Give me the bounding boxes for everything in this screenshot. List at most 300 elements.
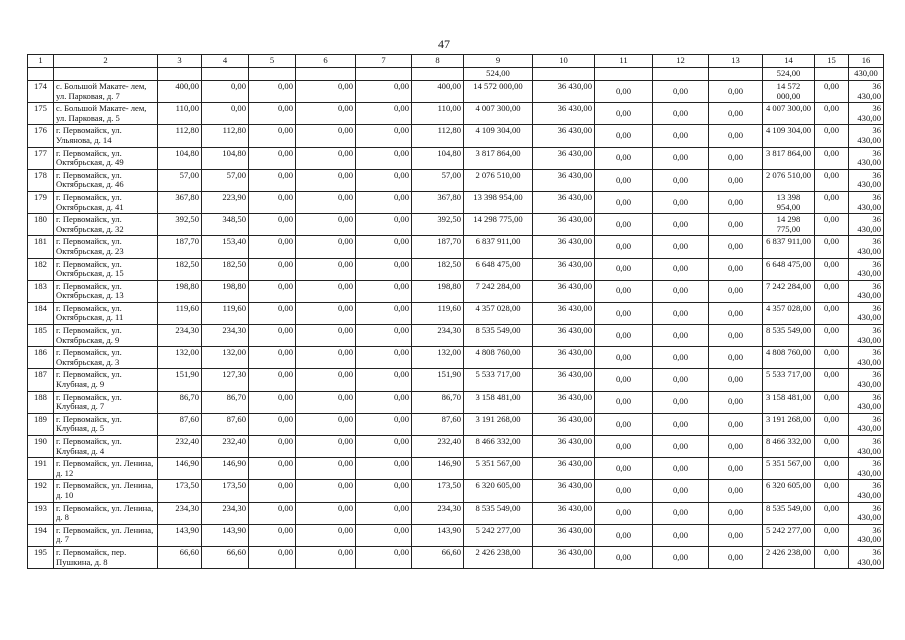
total-area-cell: 234,30 xyxy=(158,325,202,347)
value-cell: 0,00 xyxy=(356,502,412,524)
table-row xyxy=(28,502,884,524)
value-cell: 0,00 xyxy=(709,147,763,169)
table-row xyxy=(28,191,884,213)
table-row xyxy=(28,258,884,280)
value-cell: 0,00 xyxy=(595,280,653,302)
value-cell: 0,00 xyxy=(356,458,412,480)
value-cell: 0,00 xyxy=(249,480,296,502)
value-cell: 0,00 xyxy=(815,480,849,502)
cost-cell: 3 191 268,00 xyxy=(464,413,533,435)
value-cell: 0,00 xyxy=(356,325,412,347)
total-cost-cell: 4 808 760,00 xyxy=(763,347,815,369)
value-cell: 0,00 xyxy=(249,169,296,191)
value-cell: 0,00 xyxy=(296,325,356,347)
total-area-cell: 232,40 xyxy=(158,436,202,458)
value-cell: 0,00 xyxy=(296,258,356,280)
row-number-cell: 178 xyxy=(28,169,54,191)
total-cost-cell: 8 535 549,00 xyxy=(763,325,815,347)
rate-cell: 36 430,00 xyxy=(533,480,595,502)
row-number-cell: 194 xyxy=(28,524,54,546)
value-cell: 0,00 xyxy=(709,81,763,103)
value-cell: 0,00 xyxy=(249,502,296,524)
value-cell: 0,00 xyxy=(595,103,653,125)
value-cell: 0,00 xyxy=(249,524,296,546)
row-number-cell: 185 xyxy=(28,325,54,347)
value-cell: 0,00 xyxy=(296,214,356,236)
value-cell: 0,00 xyxy=(815,214,849,236)
cost-cell: 2 076 510,00 xyxy=(464,169,533,191)
total-area-cell: 110,00 xyxy=(158,103,202,125)
value-cell: 0,00 xyxy=(249,302,296,324)
living-area-cell: 0,00 xyxy=(202,81,249,103)
value-cell: 0,00 xyxy=(296,236,356,258)
table-row xyxy=(28,103,884,125)
value-cell: 0,00 xyxy=(356,103,412,125)
value-cell: 0,00 xyxy=(709,524,763,546)
total-area-cell: 151,90 xyxy=(158,369,202,391)
carry-over-row xyxy=(28,68,884,81)
value-cell: 0,00 xyxy=(249,369,296,391)
cost-cell: 4 808 760,00 xyxy=(464,347,533,369)
header-cell: 6 xyxy=(296,55,356,68)
address-cell: с. Большой Макате- лем, ул. Парковая, д. 7 xyxy=(54,81,158,103)
rate-cell: 36 430,00 xyxy=(533,81,595,103)
cost-cell: 4 007 300,00 xyxy=(464,103,533,125)
table-row xyxy=(28,325,884,347)
living-area-cell: 232,40 xyxy=(202,436,249,458)
cost-cell: 3 158 481,00 xyxy=(464,391,533,413)
table-row xyxy=(28,369,884,391)
living-area-cell: 104,80 xyxy=(202,147,249,169)
value-cell: 0,00 xyxy=(709,369,763,391)
carry-total-cell: 524,00 xyxy=(763,68,815,81)
cost-cell: 14 572 000,00 xyxy=(464,81,533,103)
rate-cell: 36 430,00 xyxy=(533,125,595,147)
value-cell: 0,00 xyxy=(249,191,296,213)
total-area-cell: 132,00 xyxy=(158,347,202,369)
value-cell: 0,00 xyxy=(709,191,763,213)
table-row xyxy=(28,236,884,258)
value-cell: 0,00 xyxy=(815,81,849,103)
rate-cell: 36 430,00 xyxy=(533,546,595,568)
value-cell: 0,00 xyxy=(709,236,763,258)
value-cell: 0,00 xyxy=(653,391,709,413)
value-cell: 0,00 xyxy=(815,546,849,568)
rate-cell: 36 430,00 xyxy=(533,236,595,258)
header-cell: 12 xyxy=(653,55,709,68)
total-area-cell: 86,70 xyxy=(158,391,202,413)
value-cell: 0,00 xyxy=(709,458,763,480)
value-cell: 0,00 xyxy=(595,413,653,435)
value-cell: 0,00 xyxy=(815,391,849,413)
value-cell: 0,00 xyxy=(249,347,296,369)
value-cell: 0,00 xyxy=(356,125,412,147)
value-cell: 0,00 xyxy=(356,546,412,568)
living-area-cell: 146,90 xyxy=(202,458,249,480)
value-cell: 0,00 xyxy=(595,436,653,458)
living-area-cell: 173,50 xyxy=(202,480,249,502)
value-cell: 0,00 xyxy=(356,347,412,369)
value-cell: 0,00 xyxy=(356,413,412,435)
area-cell: 112,80 xyxy=(412,125,464,147)
value-cell: 0,00 xyxy=(296,413,356,435)
rate-cell: 36 430,00 xyxy=(533,103,595,125)
limit-cell: 36 430,00 xyxy=(849,546,884,568)
row-number-cell: 177 xyxy=(28,147,54,169)
total-area-cell: 198,80 xyxy=(158,280,202,302)
limit-cell: 36 430,00 xyxy=(849,502,884,524)
value-cell: 0,00 xyxy=(356,524,412,546)
table-row xyxy=(28,347,884,369)
living-area-cell: 119,60 xyxy=(202,302,249,324)
value-cell: 0,00 xyxy=(296,524,356,546)
total-area-cell: 87,60 xyxy=(158,413,202,435)
value-cell: 0,00 xyxy=(249,214,296,236)
value-cell: 0,00 xyxy=(595,502,653,524)
living-area-cell: 112,80 xyxy=(202,125,249,147)
value-cell: 0,00 xyxy=(653,546,709,568)
limit-cell: 36 430,00 xyxy=(849,103,884,125)
cost-cell: 4 357 028,00 xyxy=(464,302,533,324)
value-cell: 0,00 xyxy=(595,81,653,103)
value-cell: 0,00 xyxy=(653,258,709,280)
row-number-cell: 184 xyxy=(28,302,54,324)
value-cell: 0,00 xyxy=(356,391,412,413)
value-cell: 0,00 xyxy=(709,125,763,147)
total-cost-cell: 5 351 567,00 xyxy=(763,458,815,480)
rate-cell: 36 430,00 xyxy=(533,369,595,391)
total-area-cell: 234,30 xyxy=(158,502,202,524)
total-area-cell: 392,50 xyxy=(158,214,202,236)
value-cell: 0,00 xyxy=(249,436,296,458)
total-area-cell: 146,90 xyxy=(158,458,202,480)
header-cell: 1 xyxy=(28,55,54,68)
value-cell: 0,00 xyxy=(356,191,412,213)
total-cost-cell: 14 572 000,00 xyxy=(763,81,815,103)
area-cell: 143,90 xyxy=(412,524,464,546)
value-cell: 0,00 xyxy=(296,458,356,480)
address-cell: г. Первомайск, пер. Пушкина, д. 8 xyxy=(54,546,158,568)
limit-cell: 36 430,00 xyxy=(849,236,884,258)
carry-cost-cell: 524,00 xyxy=(464,68,533,81)
value-cell: 0,00 xyxy=(595,524,653,546)
total-cost-cell: 8 466 332,00 xyxy=(763,436,815,458)
limit-cell: 36 430,00 xyxy=(849,369,884,391)
value-cell: 0,00 xyxy=(653,214,709,236)
value-cell: 0,00 xyxy=(356,280,412,302)
rate-cell: 36 430,00 xyxy=(533,258,595,280)
value-cell: 0,00 xyxy=(296,169,356,191)
limit-cell: 36 430,00 xyxy=(849,391,884,413)
living-area-cell: 127,30 xyxy=(202,369,249,391)
value-cell: 0,00 xyxy=(709,103,763,125)
value-cell: 0,00 xyxy=(815,325,849,347)
area-cell: 400,00 xyxy=(412,81,464,103)
area-cell: 367,80 xyxy=(412,191,464,213)
total-cost-cell: 14 298 775,00 xyxy=(763,214,815,236)
row-number-cell: 179 xyxy=(28,191,54,213)
value-cell: 0,00 xyxy=(815,236,849,258)
limit-cell: 36 430,00 xyxy=(849,347,884,369)
address-cell: г. Первомайск, ул. Октябрьская, д. 41 xyxy=(54,191,158,213)
total-area-cell: 400,00 xyxy=(158,81,202,103)
value-cell: 0,00 xyxy=(653,347,709,369)
total-area-cell: 182,50 xyxy=(158,258,202,280)
area-cell: 146,90 xyxy=(412,458,464,480)
limit-cell: 36 430,00 xyxy=(849,169,884,191)
total-area-cell: 104,80 xyxy=(158,147,202,169)
living-area-cell: 223,90 xyxy=(202,191,249,213)
cost-cell: 2 426 238,00 xyxy=(464,546,533,568)
living-area-cell: 66,60 xyxy=(202,546,249,568)
cost-cell: 14 298 775,00 xyxy=(464,214,533,236)
rate-cell: 36 430,00 xyxy=(533,169,595,191)
total-area-cell: 173,50 xyxy=(158,480,202,502)
row-number-cell: 181 xyxy=(28,236,54,258)
row-number-cell: 187 xyxy=(28,369,54,391)
value-cell: 0,00 xyxy=(249,413,296,435)
limit-cell: 36 430,00 xyxy=(849,214,884,236)
address-cell: г. Первомайск, ул. Ленина, д. 7 xyxy=(54,524,158,546)
value-cell: 0,00 xyxy=(249,103,296,125)
header-cell: 9 xyxy=(464,55,533,68)
table-row xyxy=(28,81,884,103)
value-cell: 0,00 xyxy=(815,458,849,480)
limit-cell: 36 430,00 xyxy=(849,325,884,347)
area-cell: 234,30 xyxy=(412,325,464,347)
table-row xyxy=(28,546,884,568)
rate-cell: 36 430,00 xyxy=(533,325,595,347)
limit-cell: 36 430,00 xyxy=(849,436,884,458)
value-cell: 0,00 xyxy=(709,258,763,280)
value-cell: 0,00 xyxy=(249,391,296,413)
value-cell: 0,00 xyxy=(595,391,653,413)
header-cell: 5 xyxy=(249,55,296,68)
value-cell: 0,00 xyxy=(356,258,412,280)
limit-cell: 36 430,00 xyxy=(849,480,884,502)
living-area-cell: 198,80 xyxy=(202,280,249,302)
cost-cell: 6 320 605,00 xyxy=(464,480,533,502)
living-area-cell: 57,00 xyxy=(202,169,249,191)
value-cell: 0,00 xyxy=(653,302,709,324)
value-cell: 0,00 xyxy=(296,81,356,103)
table-row xyxy=(28,169,884,191)
area-cell: 132,00 xyxy=(412,347,464,369)
total-cost-cell: 3 191 268,00 xyxy=(763,413,815,435)
address-cell: г. Первомайск, ул. Октябрьская, д. 46 xyxy=(54,169,158,191)
value-cell: 0,00 xyxy=(296,436,356,458)
rate-cell: 36 430,00 xyxy=(533,413,595,435)
value-cell: 0,00 xyxy=(815,436,849,458)
address-cell: г. Первомайск, ул. Октябрьская, д. 13 xyxy=(54,280,158,302)
value-cell: 0,00 xyxy=(249,147,296,169)
area-cell: 187,70 xyxy=(412,236,464,258)
value-cell: 0,00 xyxy=(356,302,412,324)
value-cell: 0,00 xyxy=(709,325,763,347)
header-cell: 8 xyxy=(412,55,464,68)
header-cell: 16 xyxy=(849,55,884,68)
cost-cell: 6 648 475,00 xyxy=(464,258,533,280)
total-area-cell: 112,80 xyxy=(158,125,202,147)
total-cost-cell: 7 242 284,00 xyxy=(763,280,815,302)
table-row xyxy=(28,280,884,302)
rate-cell: 36 430,00 xyxy=(533,391,595,413)
table-row xyxy=(28,391,884,413)
rate-cell: 36 430,00 xyxy=(533,191,595,213)
address-cell: г. Первомайск, ул. Октябрьская, д. 23 xyxy=(54,236,158,258)
address-cell: г. Первомайск, ул. Ульянова, д. 14 xyxy=(54,125,158,147)
total-area-cell: 57,00 xyxy=(158,169,202,191)
living-area-cell: 132,00 xyxy=(202,347,249,369)
total-cost-cell: 6 837 911,00 xyxy=(763,236,815,258)
value-cell: 0,00 xyxy=(356,147,412,169)
total-area-cell: 187,70 xyxy=(158,236,202,258)
value-cell: 0,00 xyxy=(595,369,653,391)
area-cell: 87,60 xyxy=(412,413,464,435)
value-cell: 0,00 xyxy=(249,325,296,347)
address-cell: г. Первомайск, ул. Клубная, д. 9 xyxy=(54,369,158,391)
address-cell: г. Первомайск, ул. Ленина, д. 10 xyxy=(54,480,158,502)
living-area-cell: 143,90 xyxy=(202,524,249,546)
living-area-cell: 182,50 xyxy=(202,258,249,280)
value-cell: 0,00 xyxy=(709,280,763,302)
value-cell: 0,00 xyxy=(595,169,653,191)
total-cost-cell: 2 426 238,00 xyxy=(763,546,815,568)
total-cost-cell: 2 076 510,00 xyxy=(763,169,815,191)
value-cell: 0,00 xyxy=(709,391,763,413)
address-cell: с. Большой Макате- лем, ул. Парковая, д. 5 xyxy=(54,103,158,125)
value-cell: 0,00 xyxy=(356,236,412,258)
total-cost-cell: 4 357 028,00 xyxy=(763,302,815,324)
value-cell: 0,00 xyxy=(653,125,709,147)
value-cell: 0,00 xyxy=(249,546,296,568)
value-cell: 0,00 xyxy=(296,125,356,147)
total-area-cell: 119,60 xyxy=(158,302,202,324)
address-cell: г. Первомайск, ул. Клубная, д. 5 xyxy=(54,413,158,435)
value-cell: 0,00 xyxy=(595,458,653,480)
address-cell: г. Первомайск, ул. Клубная, д. 4 xyxy=(54,436,158,458)
area-cell: 86,70 xyxy=(412,391,464,413)
limit-cell: 36 430,00 xyxy=(849,280,884,302)
total-cost-cell: 6 320 605,00 xyxy=(763,480,815,502)
value-cell: 0,00 xyxy=(815,413,849,435)
value-cell: 0,00 xyxy=(653,169,709,191)
cost-cell: 7 242 284,00 xyxy=(464,280,533,302)
value-cell: 0,00 xyxy=(653,325,709,347)
total-cost-cell: 5 533 717,00 xyxy=(763,369,815,391)
value-cell: 0,00 xyxy=(653,236,709,258)
header-cell: 2 xyxy=(54,55,158,68)
value-cell: 0,00 xyxy=(815,524,849,546)
total-area-cell: 367,80 xyxy=(158,191,202,213)
header-cell: 3 xyxy=(158,55,202,68)
value-cell: 0,00 xyxy=(815,280,849,302)
value-cell: 0,00 xyxy=(653,502,709,524)
living-area-cell: 86,70 xyxy=(202,391,249,413)
limit-cell: 36 430,00 xyxy=(849,458,884,480)
rate-cell: 36 430,00 xyxy=(533,347,595,369)
row-number-cell: 190 xyxy=(28,436,54,458)
area-cell: 234,30 xyxy=(412,502,464,524)
value-cell: 0,00 xyxy=(815,258,849,280)
limit-cell: 36 430,00 xyxy=(849,191,884,213)
value-cell: 0,00 xyxy=(595,546,653,568)
value-cell: 0,00 xyxy=(815,347,849,369)
cost-cell: 3 817 864,00 xyxy=(464,147,533,169)
value-cell: 0,00 xyxy=(296,103,356,125)
value-cell: 0,00 xyxy=(595,147,653,169)
value-cell: 0,00 xyxy=(356,480,412,502)
limit-cell: 36 430,00 xyxy=(849,413,884,435)
address-cell: г. Первомайск, ул. Октябрьская, д. 9 xyxy=(54,325,158,347)
total-area-cell: 66,60 xyxy=(158,546,202,568)
value-cell: 0,00 xyxy=(296,502,356,524)
rate-cell: 36 430,00 xyxy=(533,302,595,324)
row-number-cell: 188 xyxy=(28,391,54,413)
header-cell: 4 xyxy=(202,55,249,68)
value-cell: 0,00 xyxy=(249,280,296,302)
value-cell: 0,00 xyxy=(296,191,356,213)
area-cell: 232,40 xyxy=(412,436,464,458)
row-number-cell: 191 xyxy=(28,458,54,480)
value-cell: 0,00 xyxy=(709,480,763,502)
area-cell: 173,50 xyxy=(412,480,464,502)
cost-cell: 5 242 277,00 xyxy=(464,524,533,546)
table-row xyxy=(28,413,884,435)
address-cell: г. Первомайск, ул. Октябрьская, д. 3 xyxy=(54,347,158,369)
value-cell: 0,00 xyxy=(653,81,709,103)
value-cell: 0,00 xyxy=(709,502,763,524)
value-cell: 0,00 xyxy=(653,280,709,302)
total-cost-cell: 8 535 549,00 xyxy=(763,502,815,524)
area-cell: 182,50 xyxy=(412,258,464,280)
value-cell: 0,00 xyxy=(709,413,763,435)
value-cell: 0,00 xyxy=(709,347,763,369)
cost-cell: 5 533 717,00 xyxy=(464,369,533,391)
cost-cell: 8 535 549,00 xyxy=(464,502,533,524)
table-row xyxy=(28,458,884,480)
value-cell: 0,00 xyxy=(296,391,356,413)
row-number-cell: 186 xyxy=(28,347,54,369)
value-cell: 0,00 xyxy=(595,258,653,280)
living-area-cell: 234,30 xyxy=(202,502,249,524)
address-cell: г. Первомайск, ул. Клубная, д. 7 xyxy=(54,391,158,413)
value-cell: 0,00 xyxy=(296,546,356,568)
value-cell: 0,00 xyxy=(653,413,709,435)
total-cost-cell: 4 109 304,00 xyxy=(763,125,815,147)
value-cell: 0,00 xyxy=(296,480,356,502)
table-row xyxy=(28,436,884,458)
value-cell: 0,00 xyxy=(815,125,849,147)
value-cell: 0,00 xyxy=(595,302,653,324)
value-cell: 0,00 xyxy=(356,214,412,236)
address-cell: г. Первомайск, ул. Октябрьская, д. 32 xyxy=(54,214,158,236)
limit-cell: 36 430,00 xyxy=(849,81,884,103)
total-cost-cell: 13 398 954,00 xyxy=(763,191,815,213)
value-cell: 0,00 xyxy=(249,81,296,103)
value-cell: 0,00 xyxy=(653,191,709,213)
rate-cell: 36 430,00 xyxy=(533,524,595,546)
total-cost-cell: 6 648 475,00 xyxy=(763,258,815,280)
limit-cell: 36 430,00 xyxy=(849,302,884,324)
table-row xyxy=(28,147,884,169)
value-cell: 0,00 xyxy=(653,480,709,502)
value-cell: 0,00 xyxy=(815,191,849,213)
row-number-cell: 182 xyxy=(28,258,54,280)
row-number-cell: 189 xyxy=(28,413,54,435)
address-cell: г. Первомайск, ул. Ленина, д. 12 xyxy=(54,458,158,480)
table-row xyxy=(28,125,884,147)
